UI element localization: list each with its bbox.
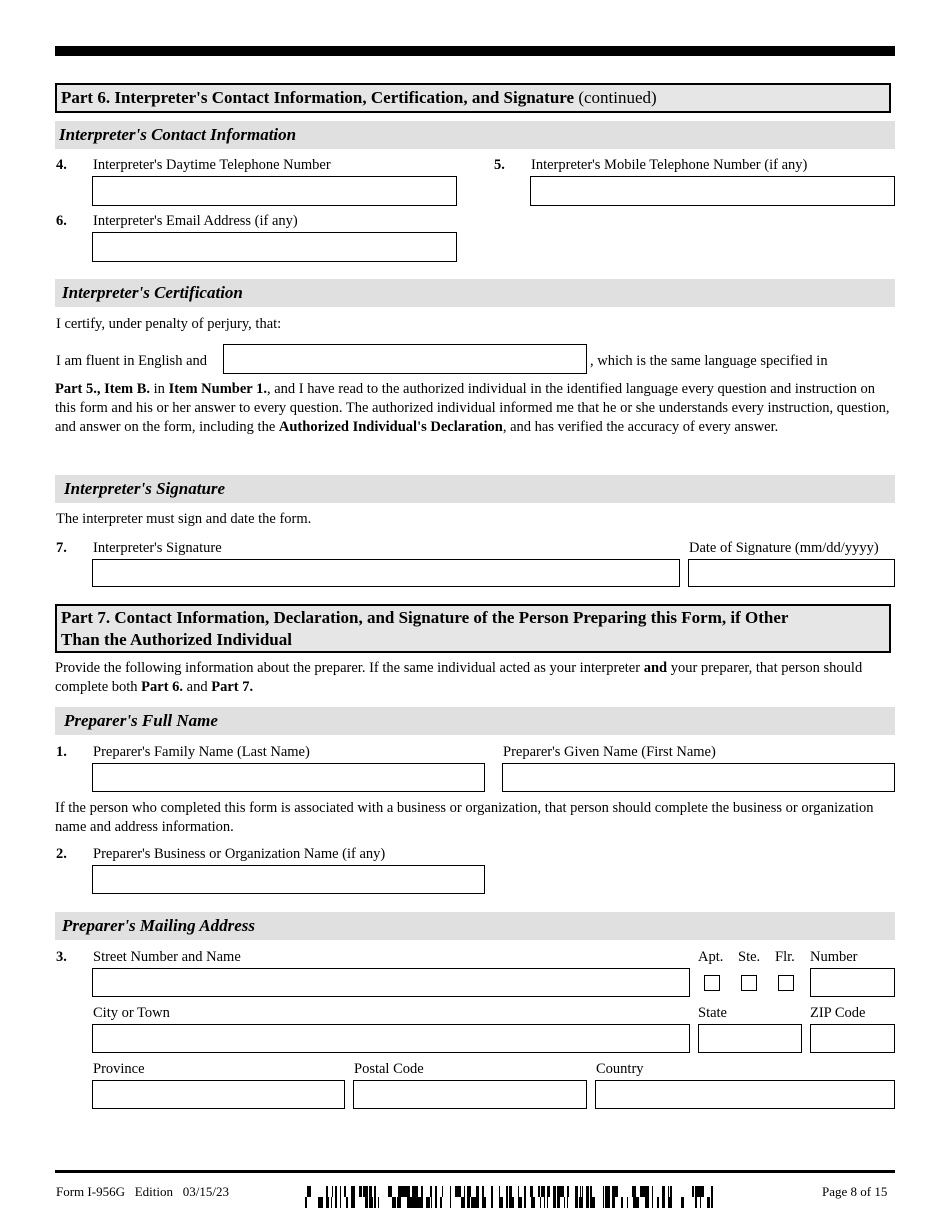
city-input[interactable] xyxy=(92,1024,690,1053)
city-label: City or Town xyxy=(93,1005,170,1021)
flr-label: Flr. xyxy=(775,949,795,965)
country-input[interactable] xyxy=(595,1080,895,1109)
province-label: Province xyxy=(93,1061,145,1077)
part7-intro xyxy=(55,659,895,697)
contact-section-header xyxy=(55,121,895,149)
interpreter-signature-input[interactable] xyxy=(92,559,680,587)
apt-checkbox[interactable] xyxy=(704,975,720,991)
flr-checkbox[interactable] xyxy=(778,975,794,991)
part7-title-line2: Than the Authorized Individual xyxy=(61,630,292,649)
certification-section-title: Interpreter's Certification xyxy=(62,283,243,302)
cert-text-3: , and has verified the accuracy of every answer. xyxy=(502,419,779,435)
barcode xyxy=(305,1186,713,1208)
province-input[interactable] xyxy=(92,1080,345,1109)
given-name-label: Preparer's Given Name (First Name) xyxy=(503,744,716,760)
part6-header xyxy=(55,83,891,113)
signature-section-header xyxy=(55,475,895,503)
email-label: Interpreter's Email Address (if any) xyxy=(93,213,298,229)
org-name-input[interactable] xyxy=(92,865,485,894)
daytime-phone-input[interactable] xyxy=(92,176,457,206)
item-2-number: 2. xyxy=(56,846,67,862)
state-select[interactable] xyxy=(698,1024,802,1053)
form-edition: Form I-956G Edition 03/15/23 xyxy=(56,1184,229,1199)
item-3-number: 3. xyxy=(56,949,67,965)
item-7-number: 7. xyxy=(56,540,67,556)
preparer-name-section-header xyxy=(55,707,895,735)
daytime-phone-label: Interpreter's Daytime Telephone Number xyxy=(93,157,331,173)
cert-text-2: , and I have read to the authorized individual in the identified language every question and instruction on this form and his or her answer to every question. The authorized individual informed me that he or she understands every instruction, question, and answer on the form, including the xyxy=(55,381,890,435)
part7-header xyxy=(55,604,891,653)
part7-intro-bold-part6: Part 6. xyxy=(141,679,184,695)
business-note: If the person who completed this form is associated with a business or organization, that person should complete the business or organization name and address information. xyxy=(55,800,874,835)
street-label: Street Number and Name xyxy=(93,949,241,965)
postal-code-input[interactable] xyxy=(353,1080,587,1109)
language-input[interactable] xyxy=(223,344,587,374)
footer-rule xyxy=(55,1170,895,1173)
certification-paragraph xyxy=(55,380,895,437)
cert-text-1: in xyxy=(150,381,169,397)
family-name-input[interactable] xyxy=(92,763,485,792)
item-1-number: 1. xyxy=(56,744,67,760)
item-6-number: 6. xyxy=(56,213,67,229)
apt-label: Apt. xyxy=(698,949,724,965)
family-name-label: Preparer's Family Name (Last Name) xyxy=(93,744,310,760)
signature-date-label: Date of Signature (mm/dd/yyyy) xyxy=(689,540,879,556)
zip-label: ZIP Code xyxy=(810,1005,866,1021)
cert-bold-part5: Part 5., Item B. xyxy=(55,381,151,397)
certification-section-header xyxy=(55,279,895,307)
mailing-address-section-header xyxy=(55,912,895,940)
org-name-label: Preparer's Business or Organization Name (if any) xyxy=(93,846,386,862)
part7-title-line1: Part 7. Contact Information, Declaration, and Signature of the Person Preparing this Form, if Other xyxy=(61,608,789,627)
unit-number-label: Number xyxy=(810,949,858,965)
cert-bold-item1: Item Number 1. xyxy=(168,381,267,397)
email-input[interactable] xyxy=(92,232,457,262)
interpreter-signature-label: Interpreter's Signature xyxy=(93,540,222,556)
signature-intro: The interpreter must sign and date the form. xyxy=(56,511,312,527)
unit-number-input[interactable] xyxy=(810,968,895,997)
postal-code-label: Postal Code xyxy=(354,1061,424,1077)
part7-intro-bold-and: and xyxy=(643,660,668,676)
country-label: Country xyxy=(596,1061,644,1077)
fluent-prefix: I am fluent in English and xyxy=(56,353,208,369)
top-rule xyxy=(55,46,895,56)
given-name-input[interactable] xyxy=(502,763,895,792)
item-4-number: 4. xyxy=(56,157,67,173)
part6-title: Part 6. Interpreter's Contact Information, Certification, and Signature xyxy=(61,88,575,107)
ste-label: Ste. xyxy=(738,949,761,965)
street-input[interactable] xyxy=(92,968,690,997)
signature-section-title: Interpreter's Signature xyxy=(64,479,226,498)
cert-bold-declaration: Authorized Individual's Declaration xyxy=(278,419,503,435)
certify-intro: I certify, under penalty of perjury, that: xyxy=(56,316,282,332)
part7-intro-text-1: Provide the following information about the preparer. If the same individual acted as your interpreter xyxy=(55,660,644,676)
ste-checkbox[interactable] xyxy=(741,975,757,991)
zip-input[interactable] xyxy=(810,1024,895,1053)
part7-intro-bold-part7: Part 7. xyxy=(211,679,254,695)
state-label: State xyxy=(698,1005,727,1021)
contact-section-title: Interpreter's Contact Information xyxy=(59,125,297,144)
part6-continued: (continued) xyxy=(574,88,657,107)
part7-intro-text-2: your preparer, that person should complete both xyxy=(55,660,863,695)
page-number: Page 8 of 15 xyxy=(822,1184,888,1199)
item-5-number: 5. xyxy=(494,157,505,173)
fluent-suffix: , which is the same language specified in xyxy=(590,353,828,369)
mobile-phone-input[interactable] xyxy=(530,176,895,206)
signature-date-input[interactable] xyxy=(688,559,895,587)
mobile-phone-label: Interpreter's Mobile Telephone Number (if any) xyxy=(531,157,808,173)
preparer-name-section-title: Preparer's Full Name xyxy=(64,711,218,730)
mailing-address-section-title: Preparer's Mailing Address xyxy=(62,916,256,935)
part7-intro-text-3: and xyxy=(183,679,212,695)
